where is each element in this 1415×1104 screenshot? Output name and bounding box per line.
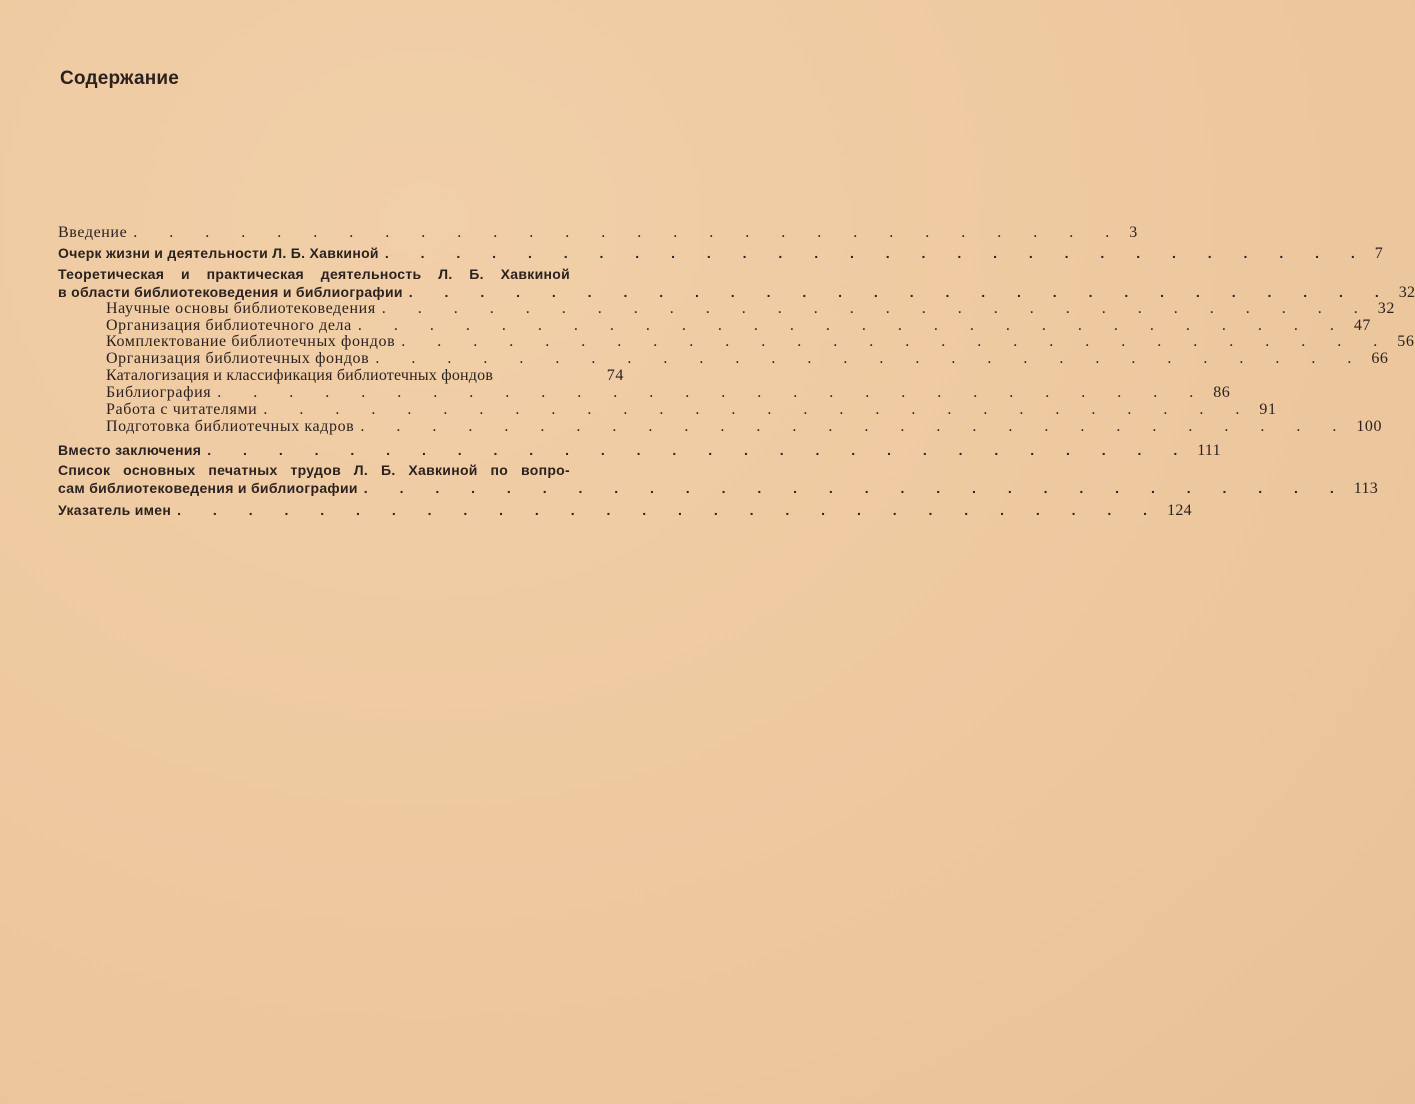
toc-entry-page: 56 <box>1397 333 1415 350</box>
toc-entry-label: Работа с читателями <box>106 401 258 418</box>
page-title: Содержание <box>60 68 180 89</box>
toc-entry-page: 111 <box>1197 442 1221 459</box>
toc-entry-label: Указатель имен <box>58 502 172 518</box>
dot-leader: . . . . . . . . . . . . . . . . . . . . . . . . . . . . <box>133 224 1124 241</box>
toc-entry-page: 3 <box>1129 224 1138 241</box>
toc-entry-page: 32 <box>1398 284 1415 301</box>
toc-subentry <box>106 300 1395 318</box>
toc-entry-page: 124 <box>1167 502 1192 519</box>
dot-leader: . . . . . . . . . . . . . . . . . . . . . . . . . . . . <box>217 384 1208 401</box>
dot-leader: . . . . . . . . . . . . . . . . . . . . . . . . . . . . <box>375 350 1366 367</box>
toc-subentry <box>106 418 1383 436</box>
toc-subentry <box>106 350 1389 368</box>
toc-subentry <box>106 367 624 385</box>
toc-entry <box>58 245 1384 263</box>
toc-entry-label: Вместо заключения <box>58 442 202 458</box>
toc-entry-page: 100 <box>1356 418 1383 435</box>
toc-entry <box>58 480 1379 498</box>
toc-entry-label: Организация библиотечного дела <box>106 317 352 334</box>
toc-entry-page: 7 <box>1374 245 1384 262</box>
toc-entry <box>58 442 1221 460</box>
toc-entry-label: Организация библиотечных фондов <box>106 350 370 367</box>
toc-entry-label: Каталогизация и классификация библиотечных фондов <box>106 367 494 384</box>
toc-subentry <box>106 401 1277 419</box>
toc-entry-label: Очерк жизни и деятельности Л. Б. Хавкиной <box>58 245 379 261</box>
toc-entry-label: в области библиотековедения и библиографии <box>58 284 403 300</box>
toc-entry-page: 74 <box>606 367 624 384</box>
dot-leader: . . . . . . . . . . . . . . . . . . . . . . . . . . . . <box>263 401 1254 418</box>
dot-leader: . . . . . . . . . . . . . . . . . . . . . . . . . . . . <box>384 245 1369 261</box>
toc-entry-line1: Теоретическая и практическая деятельность Л. Б. Хавкиной <box>58 266 570 282</box>
dot-leader: . . . . . . . . . . . . . . . . . . . . . . . . . . . . <box>363 480 1348 496</box>
dot-leader: . . . . . . . . . . . . . . . . . . . . . . . . . . . . <box>357 317 1348 334</box>
dot-leader: . . . . . . . . . . . . . . . . . . . . . . . . . . . . <box>360 418 1351 435</box>
toc-entry-label: Библиография <box>106 384 212 401</box>
dot-leader: . . . . . . . . . . . . . . . . . . . . . . . . . . . . <box>207 442 1192 458</box>
toc-entry-page: 91 <box>1259 401 1277 418</box>
toc-entry-label: Подготовка библиотечных кадров <box>106 418 355 435</box>
dot-leader: . . . . . . . . . . . . . . . . . . . . . . . . . . . . <box>401 333 1392 350</box>
toc-entry-line1: Список основных печатных трудов Л. Б. Хавкиной по вопро- <box>58 462 570 478</box>
toc-entry-page: 86 <box>1213 384 1231 401</box>
toc-entry-label: Комплектование библиотечных фондов <box>106 333 396 350</box>
dot-leader: . . . . . . . . . . . . . . . . . . . . . . . . . . . . <box>408 284 1393 300</box>
toc-entry-page: 32 <box>1377 300 1395 317</box>
dot-leader: . . . . . . . . . . . . . . . . . . . . . . . . . . . . <box>177 502 1162 518</box>
dot-leader: . . . . . . . . . . . . . . . . . . . . . . . . . . . . <box>381 300 1372 317</box>
toc-entry <box>58 502 1192 520</box>
toc-entry-page: 66 <box>1371 350 1389 367</box>
toc-subentry <box>106 384 1231 402</box>
toc-subentry <box>106 333 1415 351</box>
toc-entry-page: 47 <box>1353 317 1372 334</box>
toc-entry <box>58 224 1138 242</box>
toc-entry-label: сам библиотековедения и библиографии <box>58 480 358 496</box>
toc-entry-label: Научные основы библиотековедения <box>106 300 376 317</box>
toc-entry-page: 113 <box>1353 480 1379 497</box>
toc-entry-label: Введение <box>58 224 128 241</box>
